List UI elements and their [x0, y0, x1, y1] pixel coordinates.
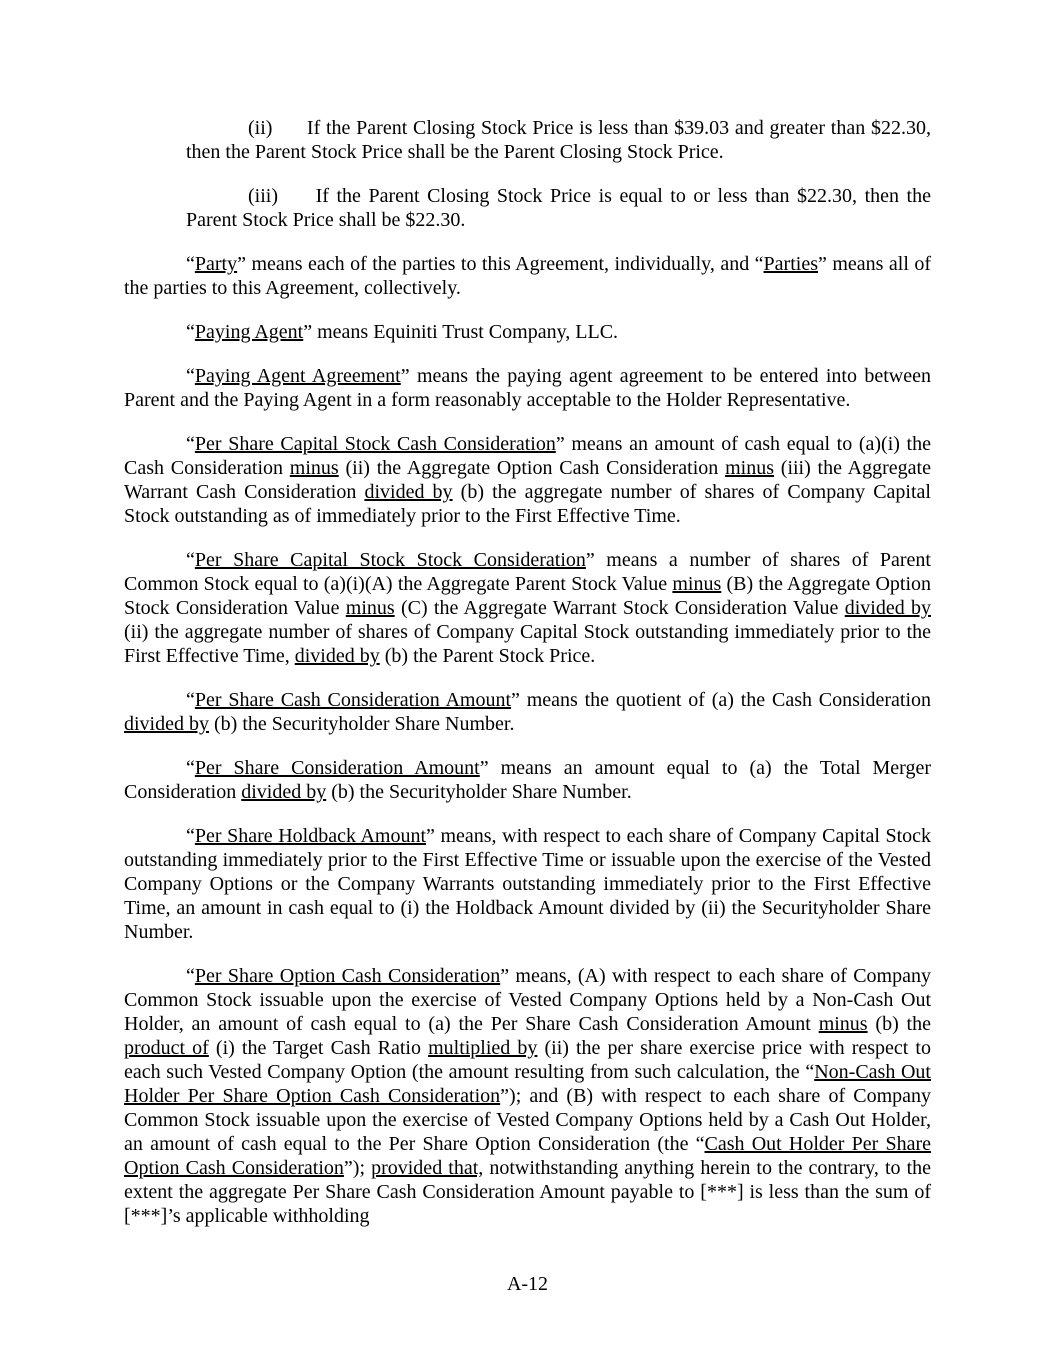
text-run: (B) the Aggregate Option Stock Consideration Value — [124, 573, 931, 619]
text-run: ” means a number of shares of Parent Common Stock equal to (a)(i)(A) the Aggregate Parent Stock Value — [124, 549, 931, 595]
text-run: “ — [186, 549, 195, 571]
defined-term: Per Share Holdback Amount — [194, 825, 427, 847]
text-run: “ — [186, 253, 195, 275]
document-body — [124, 116, 931, 1248]
defined-term: Paying Agent — [194, 321, 304, 343]
text-run: (b) the Securityholder Share Number. — [209, 713, 515, 735]
paragraph-definition-per-share-option-cash-consideration — [124, 964, 931, 1228]
text-run: (iii) If the Parent Closing Stock Price is equal to or less than $22.30, then the Parent Stock Price shall be $22.30. — [186, 185, 931, 231]
defined-term: minus — [818, 1013, 868, 1035]
defined-term: Parties — [763, 253, 818, 275]
text-run: ”); and (B) with respect to each share of Company Common Stock issuable upon the exercise of Vested Company Options held by a Cash Out Holder, an amount of cash equal to the Per Share Option Consideration (the “ — [124, 1085, 932, 1155]
paragraph-subclause-iii — [186, 184, 931, 232]
text-run: ” means the paying agent agreement to be entered into between Parent and the Paying Agent in a form reasonably acceptable to the Holder Representative. — [124, 365, 931, 411]
defined-term: divided by — [124, 713, 209, 735]
defined-term: divided by — [241, 781, 327, 803]
text-run: (b) the — [867, 1013, 931, 1035]
text-run: ” means all of the parties to this Agreement, collectively. — [124, 253, 931, 299]
defined-term: Non-Cash Out Holder Per Share Option Cash Consideration — [124, 1061, 931, 1107]
defined-term: Per Share Cash Consideration Amount — [194, 689, 512, 711]
paragraph-definition-per-share-consideration-amount — [124, 756, 931, 804]
paragraph-definition-party — [124, 252, 931, 300]
defined-term: minus — [289, 457, 339, 479]
defined-term: Per Share Capital Stock Stock Consideration — [194, 549, 586, 571]
text-run: “ — [186, 825, 195, 847]
defined-term: divided by — [294, 645, 380, 667]
text-run: ” means Equiniti Trust Company, LLC. — [303, 321, 619, 343]
defined-term: Cash Out Holder Per Share Option Cash Consideration — [124, 1133, 932, 1179]
defined-term: Per Share Option Cash Consideration — [194, 965, 501, 987]
text-run: ”); — [343, 1157, 372, 1179]
paragraph-definition-per-share-holdback-amount — [124, 824, 931, 944]
defined-term: Party — [194, 253, 238, 275]
defined-term: minus — [725, 457, 774, 479]
defined-term: multiplied by — [428, 1037, 538, 1059]
defined-term: divided by — [844, 597, 931, 619]
defined-term: provided that, — [371, 1157, 484, 1179]
text-run: “ — [186, 433, 195, 455]
text-run: notwithstanding anything herein to the contrary, to the extent the aggregate Per Share Cash Consideration Amount payable to [***] is less than the sum of [***]’s applicable withholding — [124, 1157, 932, 1227]
text-run: ” means each of the parties to this Agreement, individually, and “ — [237, 253, 764, 275]
text-run: (b) the Parent Stock Price. — [379, 645, 596, 667]
text-run: ” means the quotient of (a) the Cash Consideration — [511, 689, 931, 711]
defined-term: minus — [345, 597, 395, 619]
paragraph-definition-per-share-capital-stock-cash-consideration — [124, 432, 931, 528]
paragraph-definition-paying-agent — [124, 320, 931, 344]
text-run: (ii) the aggregate number of shares of Company Capital Stock outstanding immediately prior to the First Effective Time, — [124, 621, 931, 667]
page-number: A-12 — [506, 1273, 549, 1295]
text-run: “ — [186, 965, 195, 987]
defined-term: product of — [124, 1037, 209, 1059]
defined-term: minus — [672, 573, 722, 595]
text-run: (i) the Target Cash Ratio — [208, 1037, 429, 1059]
text-run: ” means an amount equal to (a) the Total Merger Consideration — [124, 757, 932, 803]
text-run: (ii) the per share exercise price with respect to each such Vested Company Option (the amount resulting from such calculation, the “ — [124, 1037, 931, 1083]
text-run: (ii) If the Parent Closing Stock Price is less than $39.03 and greater than $22.30, then the Parent Stock Price shall be the Parent Closing Stock Price. — [186, 117, 931, 163]
text-run: “ — [186, 321, 195, 343]
defined-term: Per Share Capital Stock Cash Consideration — [194, 433, 556, 455]
paragraph-subclause-ii — [186, 116, 931, 164]
text-run: ” means, (A) with respect to each share of Company Common Stock issuable upon the exercise of Vested Company Options held by a Non-Cash Out Holder, an amount of cash equal to (a) the Per Share Cash Consideration Amount — [124, 965, 931, 1035]
text-run: (iii) the Aggregate Warrant Cash Consideration — [124, 457, 931, 503]
text-run: (b) the Securityholder Share Number. — [326, 781, 632, 803]
text-run: (ii) the Aggregate Option Cash Consideration — [338, 457, 726, 479]
text-run: ” means an amount of cash equal to (a)(i) the Cash Consideration — [124, 433, 931, 479]
defined-term: Per Share Consideration Amount — [194, 757, 480, 779]
defined-term: Paying Agent Agreement — [194, 365, 401, 387]
paragraph-definition-paying-agent-agreement — [124, 364, 931, 412]
paragraph-definition-per-share-capital-stock-stock-consideration — [124, 548, 931, 668]
text-run: (C) the Aggregate Warrant Stock Consideration Value — [394, 597, 845, 619]
defined-term: divided by — [364, 481, 453, 503]
text-run: “ — [186, 689, 195, 711]
text-run: “ — [186, 757, 195, 779]
text-run: ” means, with respect to each share of Company Capital Stock outstanding immediately prior to the First Effective Time or issuable upon the exercise of the Vested Company Options or the Company Warrants outstanding immediately prior to the First Effective Time, an amount in cash equal to (i) the Holdback Amount divided by (ii) the Securityholder Share Number. — [124, 825, 932, 943]
text-run: “ — [186, 365, 195, 387]
text-run: (b) the aggregate number of shares of Company Capital Stock outstanding as of immediately prior to the First Effective Time. — [124, 481, 931, 527]
paragraph-definition-per-share-cash-consideration-amount — [124, 688, 931, 736]
